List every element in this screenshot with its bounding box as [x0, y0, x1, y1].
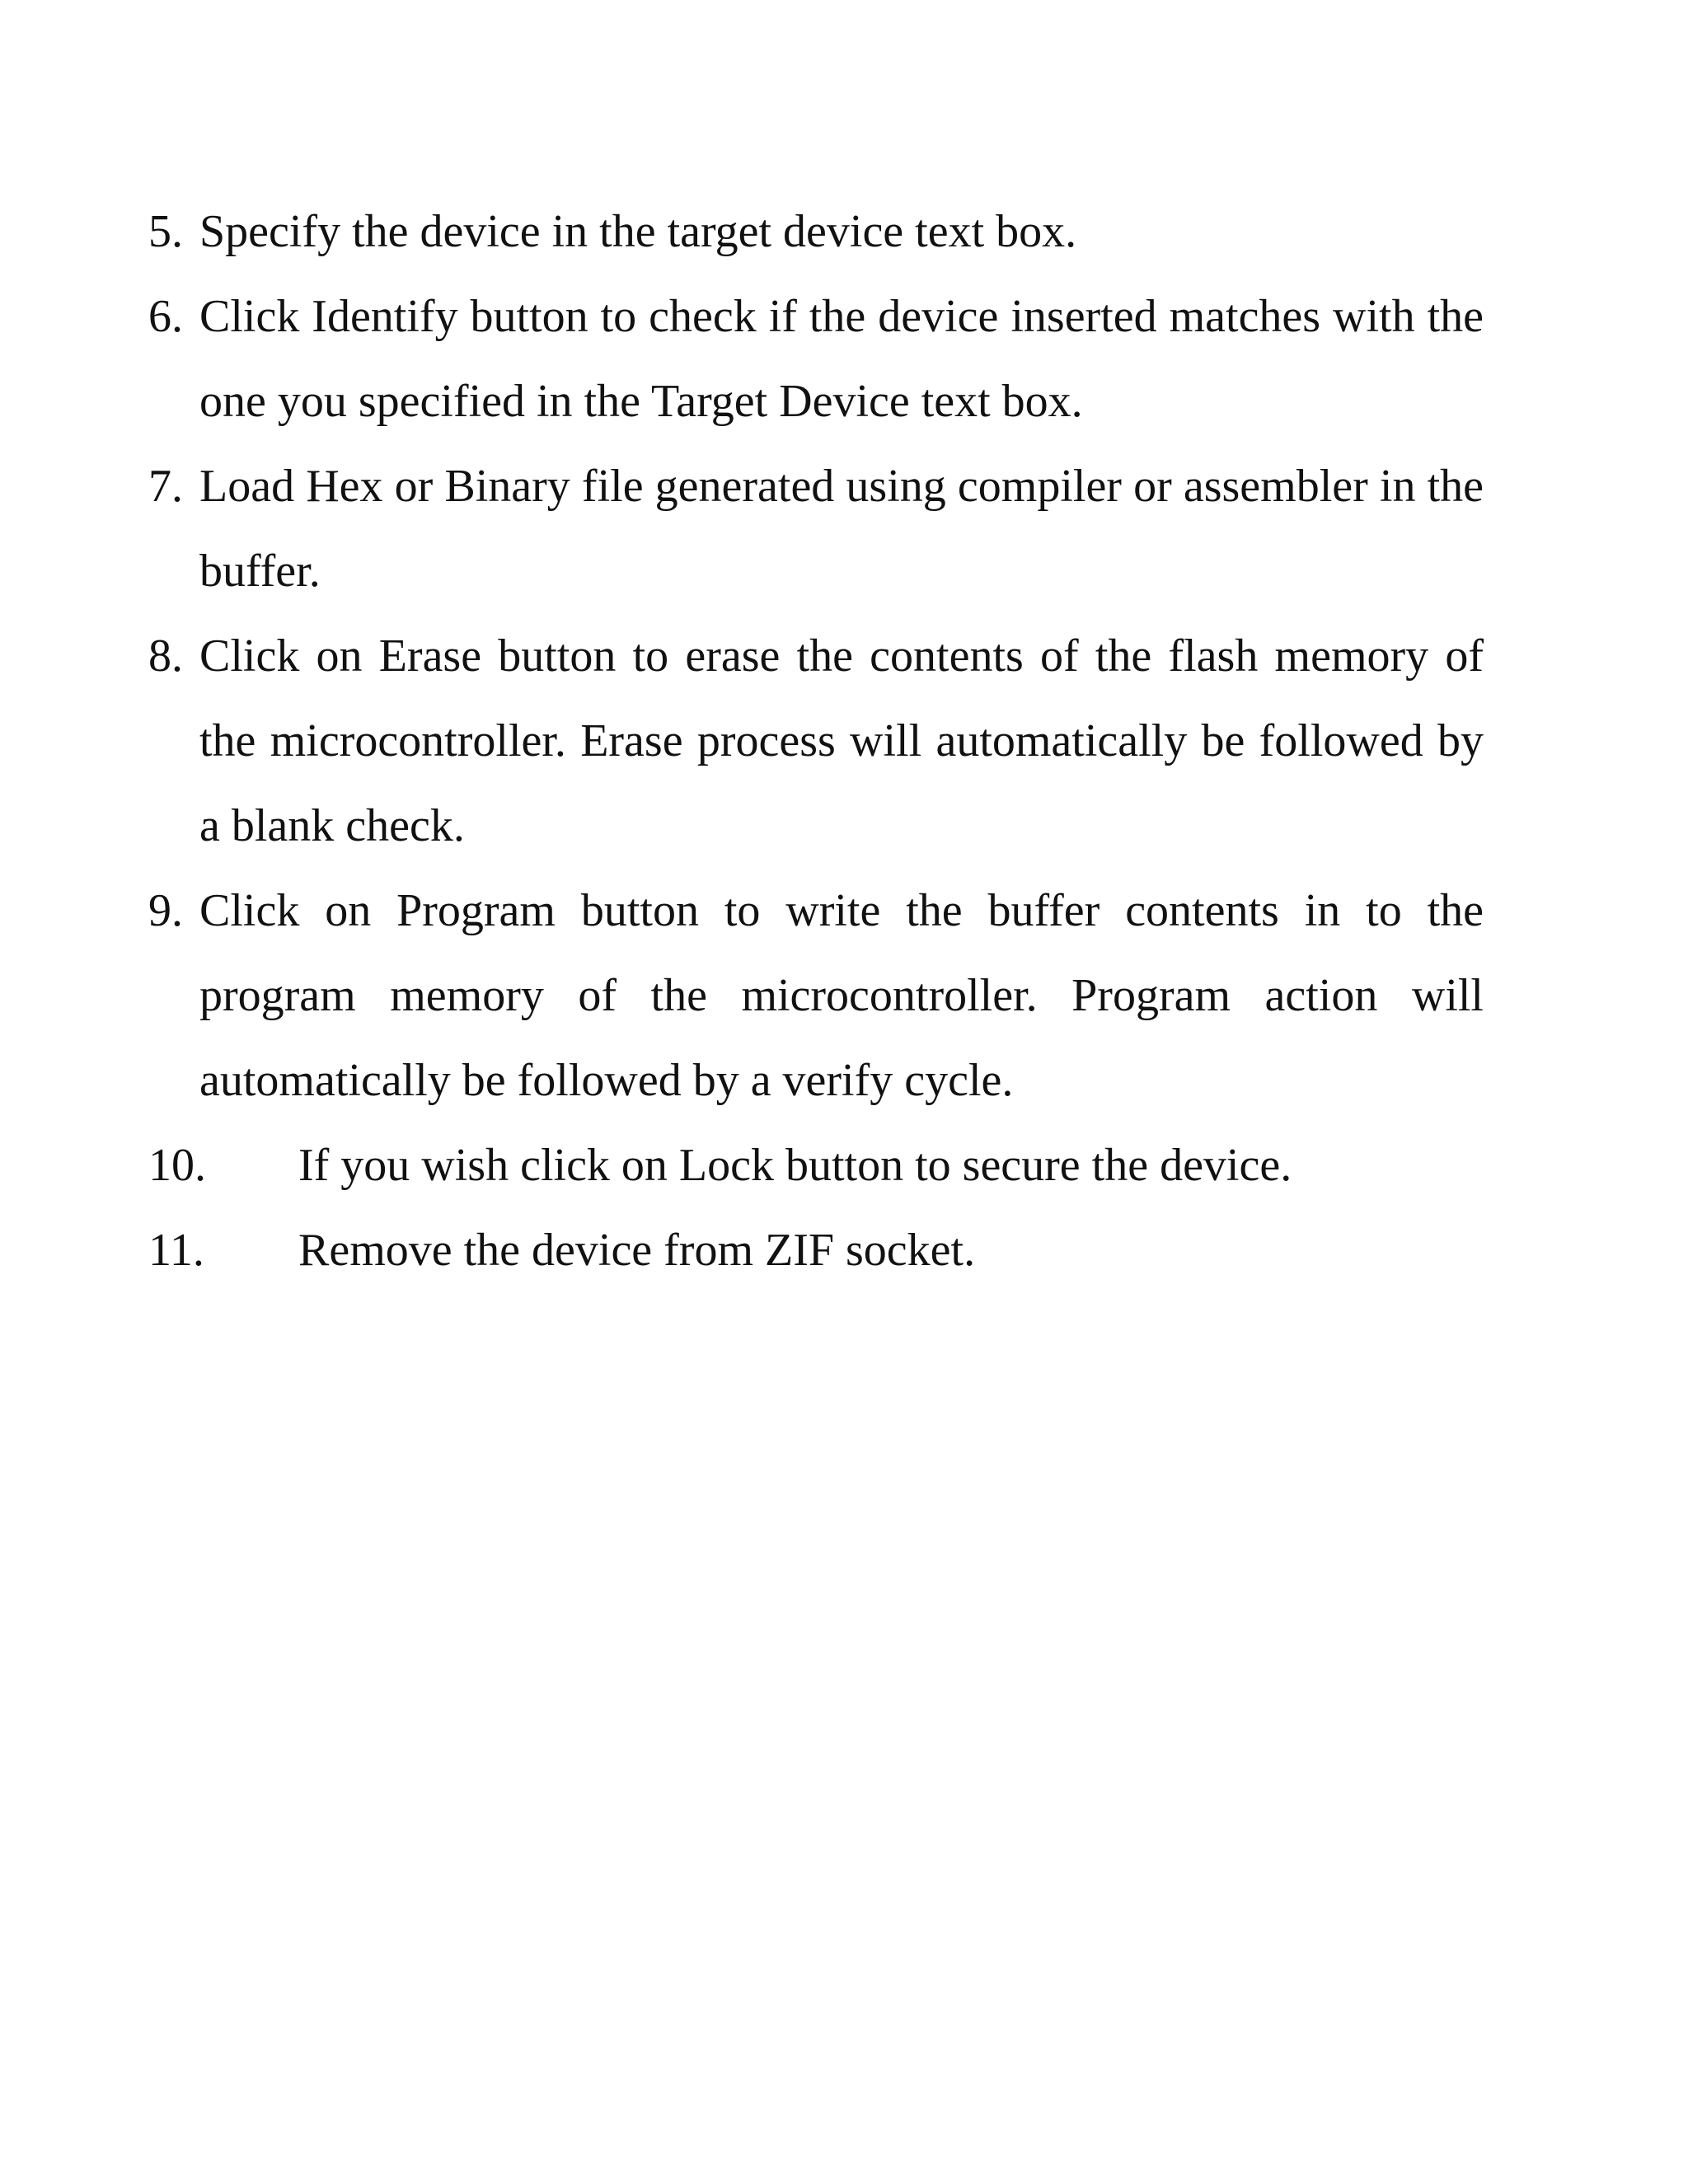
- item-number: 5.: [148, 206, 183, 257]
- item-number: 9.: [148, 885, 183, 936]
- item-number: 10.: [148, 1140, 206, 1191]
- list-item: [148, 1208, 1484, 1293]
- item-text: Specify the device in the target device text box.: [199, 206, 1077, 257]
- list-item: [148, 1123, 1484, 1208]
- item-text: Click on Erase button to erase the contents of the flash memory of the microcontroller. Erase process will automatically be followed by a blank check.: [199, 630, 1484, 851]
- item-text: Click on Program button to write the buffer contents in to the program memory of the microcontroller. Program action will automatically be followed by a verify cycle.: [199, 885, 1484, 1106]
- instruction-list: [148, 190, 1484, 1293]
- list-item: [148, 444, 1484, 614]
- item-text: Load Hex or Binary file generated using compiler or assembler in the buffer.: [199, 461, 1484, 597]
- list-item: [148, 869, 1484, 1123]
- list-item: [148, 614, 1484, 869]
- item-number: 7.: [148, 461, 183, 512]
- item-number: 8.: [148, 630, 183, 682]
- item-text: If you wish click on Lock button to secure the device.: [298, 1140, 1292, 1191]
- list-item: [148, 190, 1484, 274]
- item-number: 6.: [148, 291, 183, 342]
- item-text: Remove the device from ZIF socket.: [298, 1225, 976, 1276]
- list-item: [148, 274, 1484, 444]
- item-text: Click Identify button to check if the device inserted matches with the one you specified in the Target Device text box.: [199, 291, 1484, 427]
- item-number: 11.: [148, 1225, 204, 1276]
